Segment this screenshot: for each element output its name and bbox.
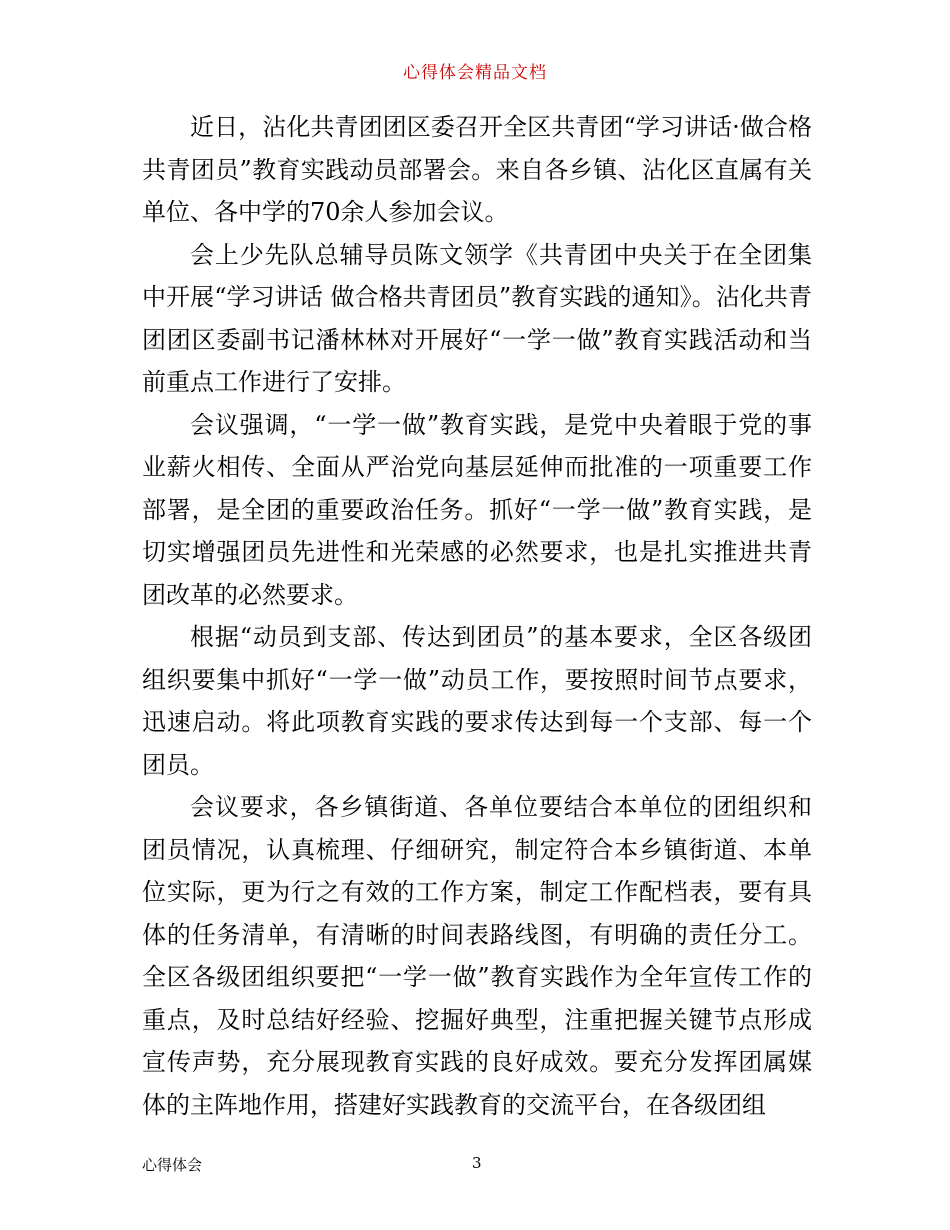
page-number: 3 (472, 1154, 482, 1172)
paragraph-1: 近日，沾化共青团团区委召开全区共青团“学习讲话·做合格共青团员”教育实践动员部署会。来自各乡镇、沾化区直属有关单位、各中学的70余人参加会议。 (142, 113, 812, 226)
document-body (142, 106, 812, 1126)
paragraph-5: 会议要求，各乡镇街道、各单位要结合本单位的团组织和团员情况，认真梳理、仔细研究，制定符合本乡镇街道、本单位实际，更为行之有效的工作方案，制定工作配档表，要有具体的任务清单，有清晰的时间表路线图，有明确的责任分工。全区各级团组织要把“一学一做”教育实践作为全年宣传工作的重点，及时总结好经验、挖掘好典型，注重把握关键节点形成宣传声势，充分展现教育实践的良好成效。要充分发挥团属媒体的主阵地作用，搭建好实践教育的交流平台，在各级团组 (142, 793, 812, 1119)
footer-label: 心得体会 (142, 1156, 203, 1174)
paragraph-4: 根据“动员到支部、传达到团员”的基本要求，全区各级团组织要集中抓好“一学一做”动员工作，要按照时间节点要求，迅速启动。将此项教育实践的要求传达到每一个支部、每一个团员。 (142, 623, 812, 779)
paragraph-3: 会议强调，“一学一做”教育实践，是党中央着眼于党的事业薪火相传、全面从严治党向基层延伸而批准的一项重要工作部署，是全团的重要政治任务。抓好“一学一做”教育实践，是切实增强团员先进性和光荣感的必然要求，也是扎实推进共青团改革的必然要求。 (142, 410, 812, 609)
page-header-title: 心得体会精品文档 (403, 63, 547, 83)
paragraph-2: 会上少先队总辅导员陈文领学《共青团中央关于在全团集中开展“学习讲话 做合格共青团员”教育实践的通知》。沾化共青团团区委副书记潘林林对开展好“一学一做”教育实践活动和当前重点工作进行了安排。 (142, 240, 812, 396)
